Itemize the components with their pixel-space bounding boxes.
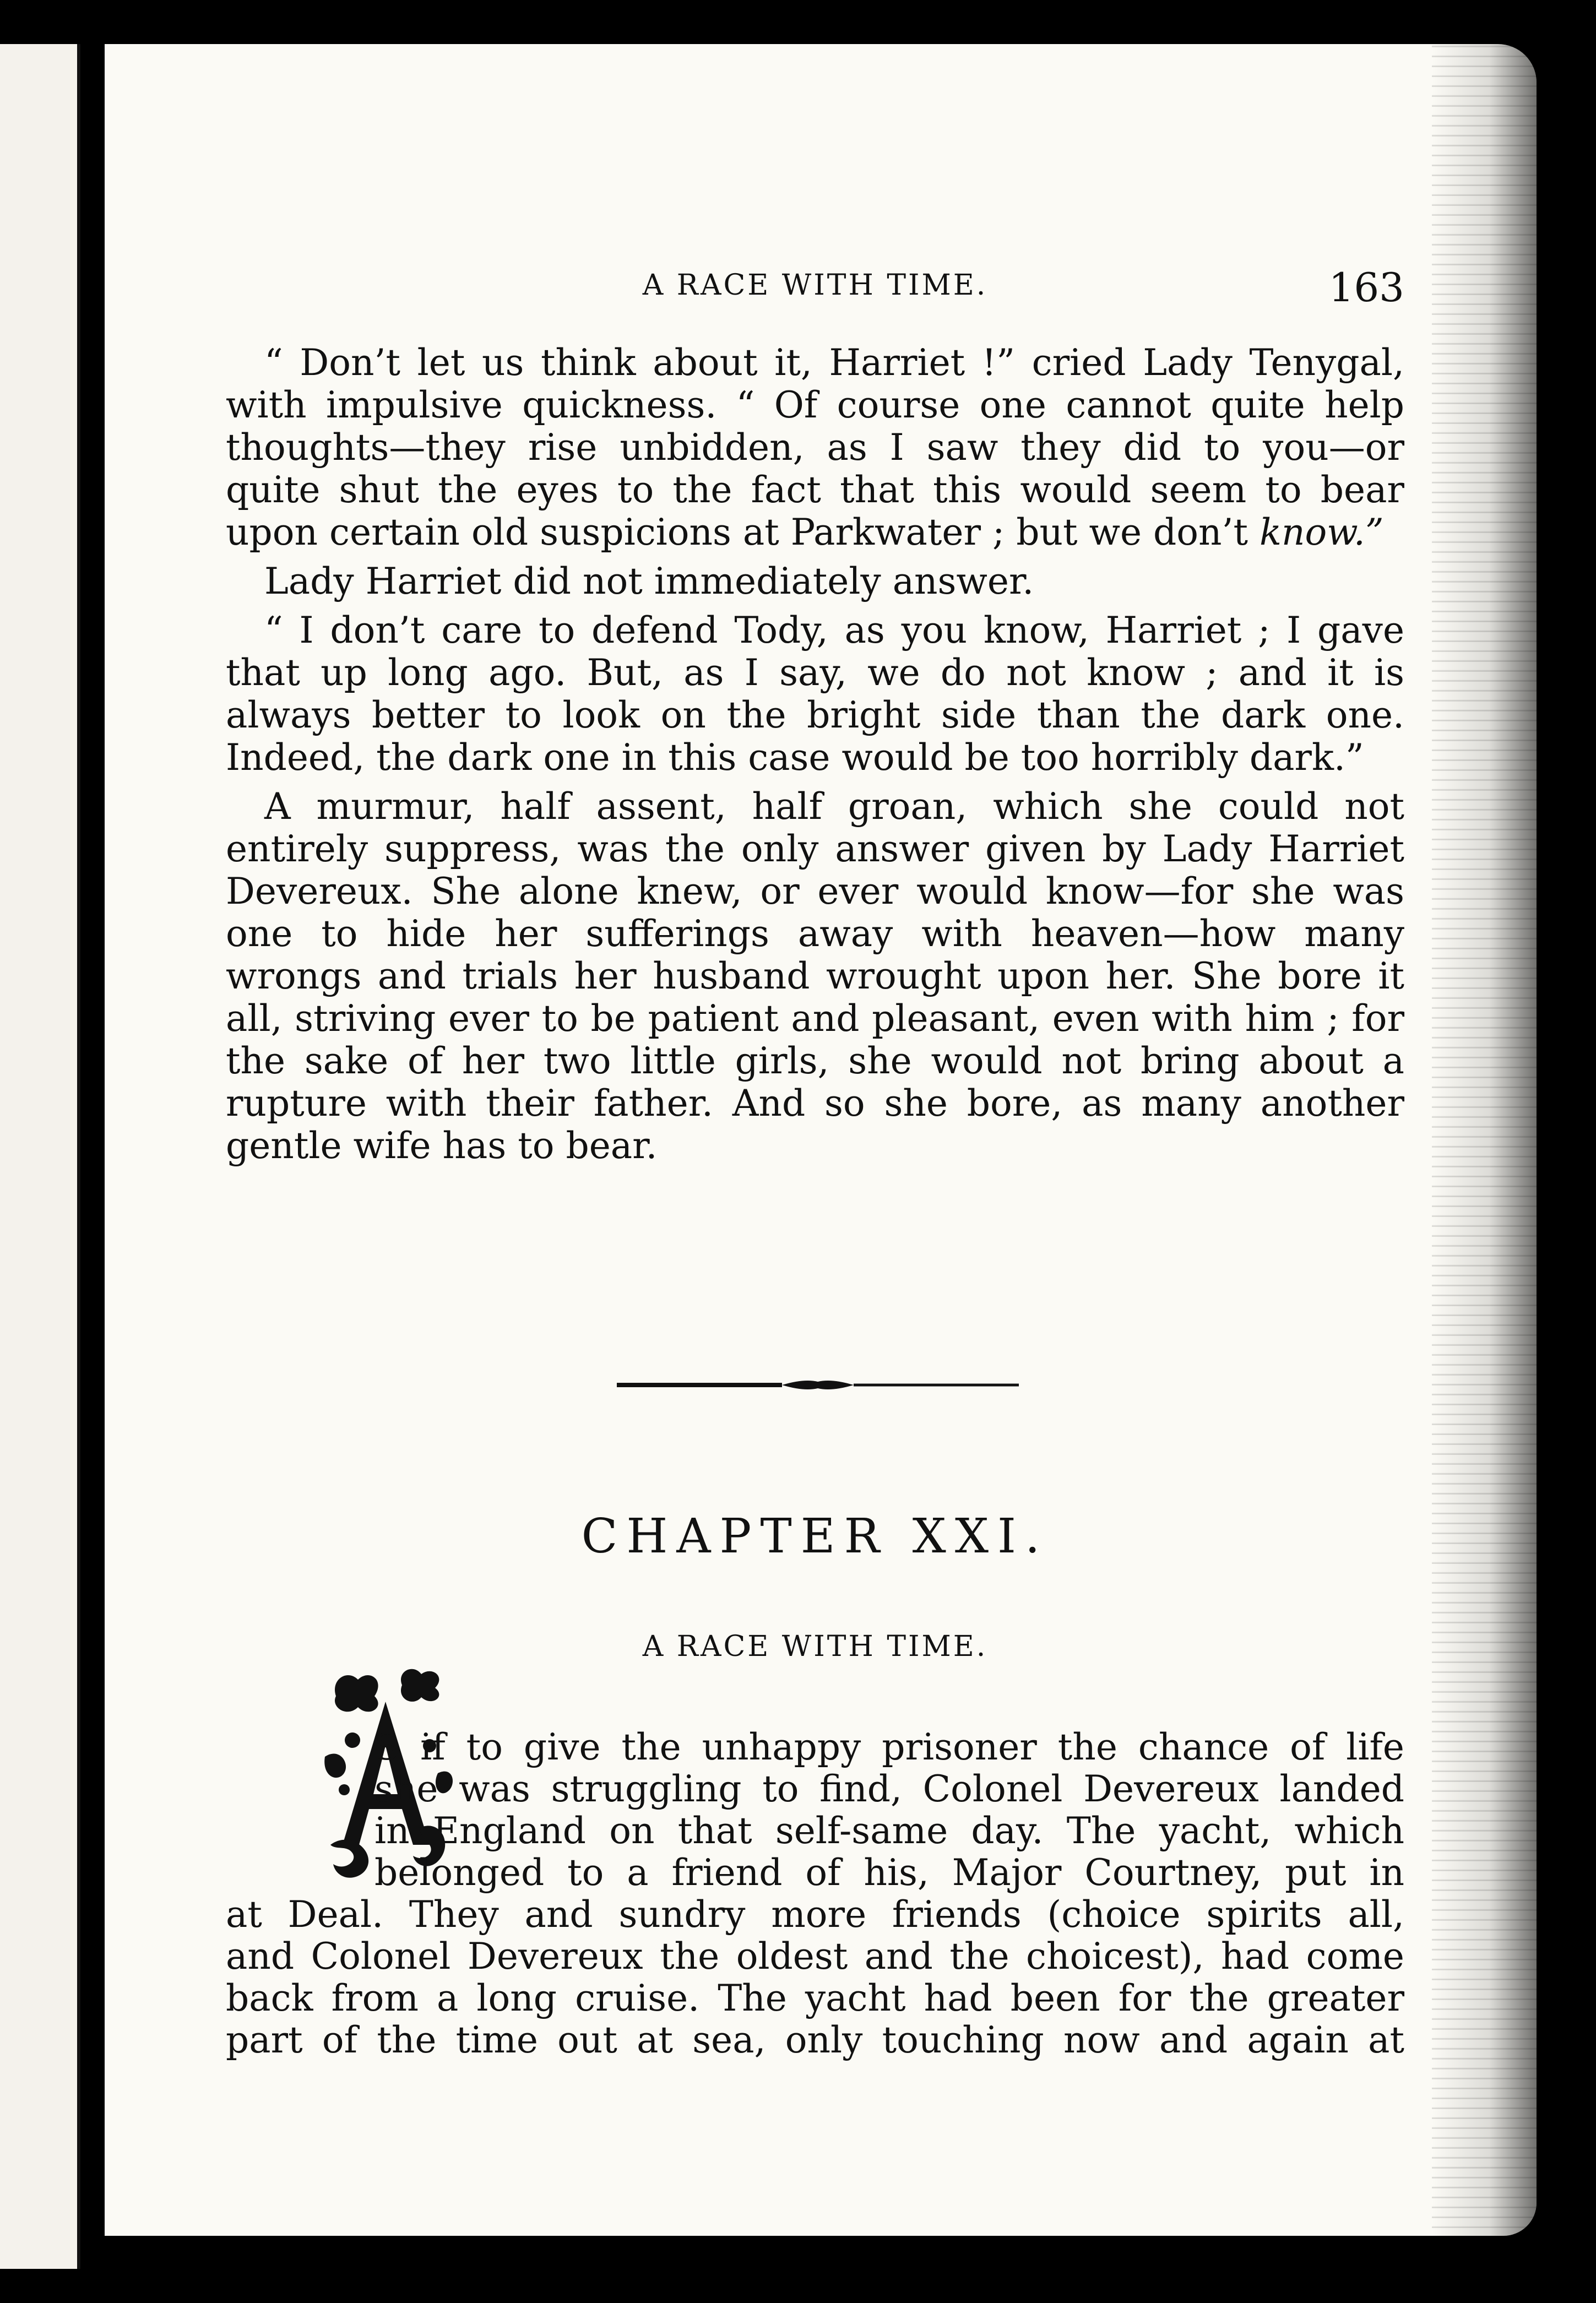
- running-head: [226, 264, 1404, 311]
- text-line: she was struggling to find, Colonel Devereux landed: [374, 1768, 1404, 1810]
- text-line: in England on that self-same day. The yacht, which: [374, 1810, 1404, 1852]
- text-line: back from a long cruise. The yacht had been for the greater: [226, 1977, 1404, 2019]
- italic-word: know.”: [1259, 511, 1384, 553]
- text-line: belonged to a friend of his, Major Courtney, put in: [374, 1851, 1404, 1894]
- page-number: 163: [1328, 264, 1404, 311]
- section-divider-ornament: [617, 1377, 1019, 1393]
- paragraph: Lady Harriet did not immediately answer.: [264, 560, 1034, 602]
- text-line: part of the time out at sea, only touching now and again at: [226, 2019, 1404, 2061]
- paragraph: [226, 341, 1404, 553]
- text-line: S if to give the unhappy prisoner the chance of life: [374, 1726, 1404, 1768]
- text-line: and Colonel Devereux the oldest and the choicest), had come: [226, 1935, 1404, 1978]
- paragraph: “ I don’t care to defend Tody, as you know, Harriet ; I gave that up long ago. But, as I say, we do not know ; and it is always better to look on the bright side than the dark one. Indeed, the dark one in this case would be too horribly dark.”: [226, 609, 1404, 779]
- body-text: [226, 341, 1404, 1167]
- chapter-subtitle: A RACE WITH TIME.: [642, 1630, 988, 1663]
- chapter-heading: CHAPTER XXI.: [581, 1509, 1049, 1564]
- page-fore-edge: [1432, 44, 1537, 2236]
- book-page: [105, 44, 1537, 2236]
- chapter-text: [226, 1726, 1404, 2061]
- text-line: at Deal. They and sundry more friends (choice spirits all,: [226, 1893, 1404, 1936]
- paragraph-text: “ Don’t let us think about it, Harriet !” cried Lady Tenygal, with impulsive quickness. “ Of course one cannot quite help thoughts—they rise unbidden, as I saw they did to you—or quite shut the eyes to the fact that this would seem to bear upon certain old suspicions at Parkwater ; but we don’t: [226, 341, 1404, 553]
- running-head-title: A RACE WITH TIME.: [642, 269, 988, 302]
- previous-page-edge: [0, 44, 80, 2269]
- paragraph: A murmur, half assent, half groan, which she could not entirely suppress, was the only answer given by Lady Harriet Devereux. She alone knew, or ever would know—for she was one to hide her sufferings away with heaven—how many wrongs and trials her husband wrought upon her. She bore it all, striving ever to be patient and pleasant, even with him ; for the sake of her two little girls, she would not bring about a rupture with their father. And so she bore, as many another gentle wife has to bear.: [226, 785, 1404, 1167]
